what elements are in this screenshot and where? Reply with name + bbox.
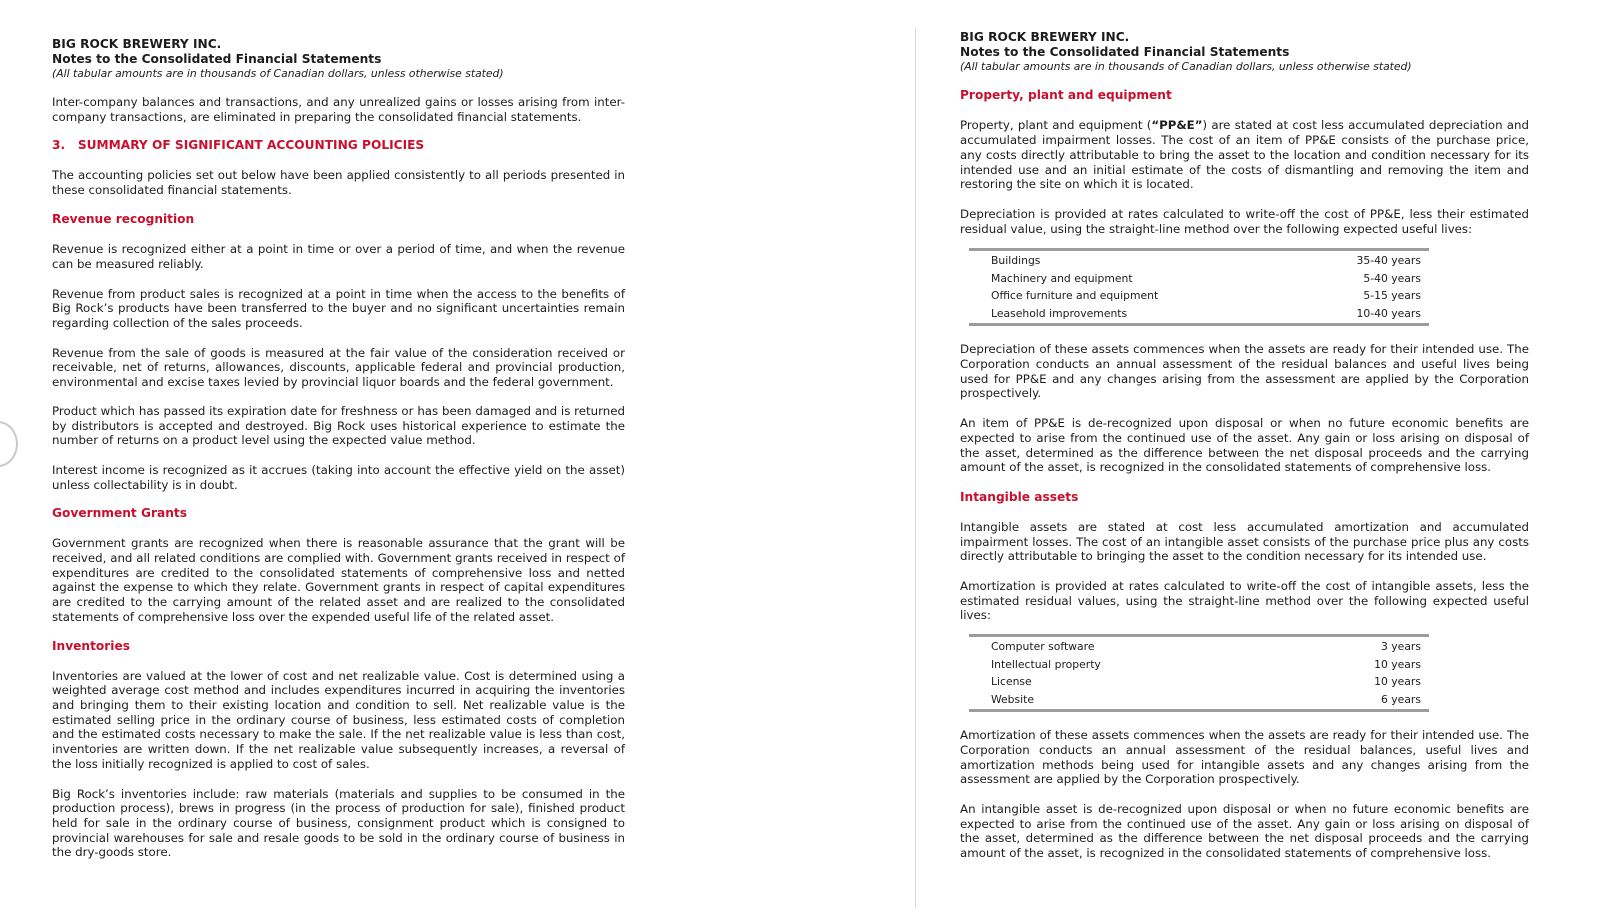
table-cell-asset: License xyxy=(991,675,1032,689)
table-cell-life: 5-15 years xyxy=(1363,289,1421,303)
inventories-heading: Inventories xyxy=(52,638,131,653)
ppe-paragraph-1 xyxy=(960,118,1529,192)
table-row xyxy=(991,287,1421,305)
table-cell-life: 5-40 years xyxy=(1363,271,1421,285)
table-cell-asset: Buildings xyxy=(991,254,1041,268)
table-row xyxy=(991,252,1421,270)
ppe-p1-after: ) are stated at cost less accumulated depreciation and accumulated impairment losses. The cost of an item of PP&E consists of the purchase price, any costs directly attributable to bring the asset to the location and condition necessary for its intended use and an initial estimate of the costs of dismantling and removing the item and restoring the site on which it is located. xyxy=(960,118,1529,192)
intangibles-paragraph-4: An intangible asset is de-recognized upon disposal or when no future economic benefits are expected to arise from the continued use of the asset. Any gain or loss arising on disposal of the asset, determined as the difference between the net disposal proceeds and the carrying amount of the asset, is recognized in the consolidated statements of comprehensive loss. xyxy=(960,801,1529,861)
table-cell-asset: Intellectual property xyxy=(991,657,1101,671)
table-cell-life: 10 years xyxy=(1374,657,1421,671)
document-title: Notes to the Consolidated Financial Statements xyxy=(52,52,382,67)
currency-note: (All tabular amounts are in thousands of Canadian dollars, unless otherwise stated) xyxy=(52,67,504,81)
intercompany-paragraph: Inter-company balances and transactions, and any unrealized gains or losses arising from inter-company transactions, are eliminated in preparing the consolidated financial statements. xyxy=(52,95,625,125)
table-cell-asset: Leasehold improvements xyxy=(991,306,1128,320)
revenue-paragraph-5: Interest income is recognized as it accrues (taking into account the effective yield on the asset) unless collectability is in doubt. xyxy=(52,462,625,492)
ppe-heading: Property, plant and equipment xyxy=(960,88,1172,103)
table-cell-life: 35-40 years xyxy=(1356,254,1421,268)
ppe-paragraph-4: An item of PP&E is de-recognized upon disposal or when no future economic benefits are expected to arise from the continued use of the asset. Any gain or loss arising on disposal of the asset, determined as the difference between the net disposal proceeds and the carrying amount of the asset, is recognized in the consolidated statements of comprehensive loss. xyxy=(960,416,1529,475)
revenue-paragraph-1: Revenue is recognized either at a point in time or over a period of time, and when the revenue can be measured reliably. xyxy=(52,242,625,271)
table-cell-life: 3 years xyxy=(1380,640,1421,654)
intangibles-heading: Intangible assets xyxy=(960,489,1079,504)
ppe-paragraph-2: Depreciation is provided at rates calculated to write-off the cost of PP&E, less their estimated residual value, using the straight-line method over the following expected useful lives: xyxy=(960,206,1529,236)
table-row xyxy=(991,656,1421,674)
section-heading: 3. SUMMARY OF SIGNIFICANT ACCOUNTING POLICIES xyxy=(52,137,425,152)
document-title: Notes to the Consolidated Financial Statements xyxy=(960,45,1290,60)
intangibles-paragraph-1: Intangible assets are stated at cost less accumulated amortization and accumulated impairment losses. The cost of an intangible asset consists of the purchase price plus any costs directly attributable to bringing the asset to the condition necessary for its intended use. xyxy=(960,519,1529,564)
left-page-content xyxy=(52,37,625,860)
table-row xyxy=(991,305,1421,323)
revenue-paragraph-3: Revenue from the sale of goods is measured at the fair value of the consideration received or receivable, net of returns, allowances, discounts, applicable federal and provincial production, environmental and excise taxes levied by provincial liquor boards and the federal government. xyxy=(52,345,625,390)
revenue-heading: Revenue recognition xyxy=(52,212,195,227)
grants-heading: Government Grants xyxy=(52,506,187,521)
ppe-p1-before: Property, plant and equipment ( xyxy=(960,118,1152,133)
intangibles-paragraph-3: Amortization of these assets commences when the assets are ready for their intended use. The Corporation conducts an annual assessment of the residual balances, useful lives and amortization methods being used for intangible assets and any changes arising from the assessment are applied by the Corporation prospectively. xyxy=(960,728,1529,787)
right-page-content xyxy=(960,30,1529,861)
table-cell-asset: Office furniture and equipment xyxy=(991,289,1159,303)
ppe-useful-lives-table xyxy=(969,248,1429,326)
table-cell-asset: Website xyxy=(991,692,1035,706)
table-cell-life: 10-40 years xyxy=(1356,306,1421,320)
table-row xyxy=(991,691,1421,709)
table-cell-life: 10 years xyxy=(1374,675,1421,689)
inventories-paragraph-2: Big Rock’s inventories include: raw materials (materials and supplies to be consumed in the production process), brews in progress (in the process of production for sale), finished product held for sale in the ordinary course of business, consignment product which is consigned to provincial warehouses for sale and resale goods to be sold in the ordinary course of business in the dry-goods store. xyxy=(52,786,625,860)
table-row xyxy=(991,638,1421,656)
ppe-abbreviation: “PP&E” xyxy=(1151,118,1203,133)
intangibles-paragraph-2: Amortization is provided at rates calculated to write-off the cost of intangible assets, less the estimated residual values, using the straight-line method over the following expected useful lives: xyxy=(960,579,1529,623)
grants-paragraph: Government grants are recognized when there is reasonable assurance that the grant will be received, and all related conditions are complied with. Government grants received in respect of expenditures are credited to the consolidated statements of comprehensive loss and netted against the expense to which they relate. Government grants in respect of capital expenditures are credited to the carrying amount of the related asset and are realized to the consolidated statements of comprehensive loss over the expended useful life of the related asset. xyxy=(52,536,625,624)
inventories-paragraph-1: Inventories are valued at the lower of cost and net realizable value. Cost is determined using a weighted average cost method and includes expenditures incurred in acquiring the inventories and bringing them to their existing location and condition to sell. Net realizable value is the estimated selling price in the ordinary course of business, less estimated costs of completion and the estimated costs necessary to make the sale. If the net realizable value is less than cost, inventories are written down. If the net realizable value subsequently increases, a reversal of the loss initially recognized is applied to cost of sales. xyxy=(52,668,625,771)
revenue-paragraph-4: Product which has passed its expiration date for freshness or has been damaged and is returned by distributors is accepted and destroyed. Big Rock uses historical experience to estimate the number of returns on a product level using the expected value method. xyxy=(52,403,625,448)
ppe-paragraph-3: Depreciation of these assets commences when the assets are ready for their intended use. The Corporation conducts an annual assessment of the residual balances and useful lives being used for PP&E and any changes arising from the assessment are applied by the Corporation prospectively. xyxy=(960,342,1529,401)
intangibles-useful-lives-table xyxy=(969,634,1429,712)
revenue-paragraph-2: Revenue from product sales is recognized at a point in time when the access to the benefits of Big Rock’s products have been transferred to the buyer and no significant uncertainties remain regarding collection of the sales proceeds. xyxy=(52,286,625,331)
table-row xyxy=(991,673,1421,691)
table-cell-life: 6 years xyxy=(1380,692,1421,706)
table-row xyxy=(991,270,1421,288)
company-name: BIG ROCK BREWERY INC. xyxy=(52,37,222,51)
table-cell-asset: Machinery and equipment xyxy=(991,271,1133,285)
section-intro-paragraph: The accounting policies set out below have been applied consistently to all periods presented in these consolidated financial statements. xyxy=(52,167,625,197)
table-cell-asset: Computer software xyxy=(991,640,1095,654)
currency-note: (All tabular amounts are in thousands of Canadian dollars, unless otherwise stated) xyxy=(960,60,1412,74)
right-page xyxy=(916,0,1607,921)
company-name: BIG ROCK BREWERY INC. xyxy=(960,30,1130,44)
